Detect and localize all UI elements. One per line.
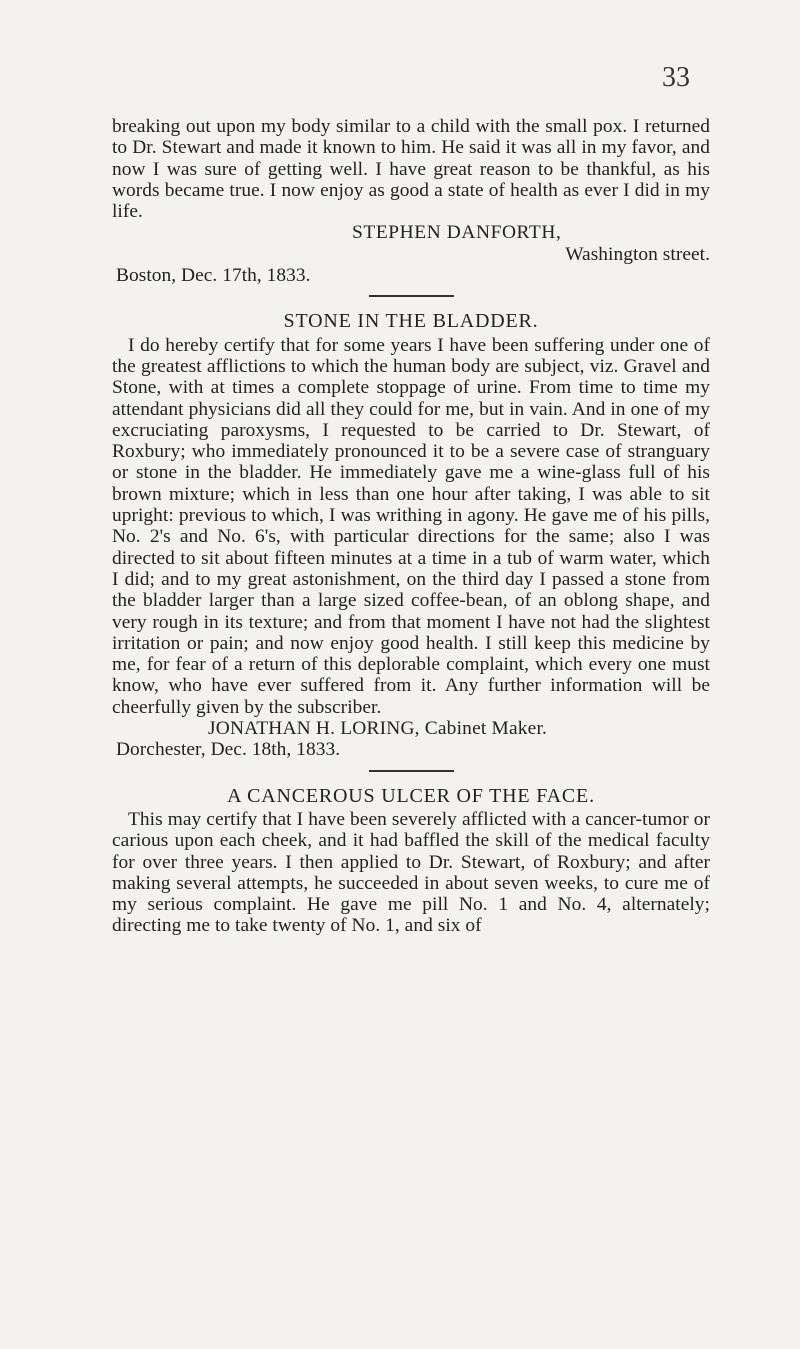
testimonial-danforth-signature: STEPHEN DANFORTH, (352, 222, 562, 244)
testimonial-cancer-text: This may certify that I have been severely afflicted with a cancer-tumor or carious upon each cheek, and it had baffled the skill of the medical faculty for over three years. I then applied to Dr. Stewart, of Roxbury; and after making several attempts, he succeeded in about seven weeks, to cure me of my serious complaint. He gave me pill No. 1 and No. 4, alternately; directing me to take twenty of No. 1, and six of (112, 808, 710, 937)
section-divider (369, 770, 454, 772)
page-body (112, 116, 710, 937)
section-divider (369, 295, 454, 297)
testimonial-loring-text: I do hereby certify that for some years I have been suffering under one of the greatest afflictions to which the human body are subject, viz. Gravel and Stone, with at times a complete stoppage of urine. From time to time my attendant physicians did all they could for me, but in vain. And in one of my excruciating paroxysms, I requested to be carried to Dr. Stewart, of Roxbury; who immediately pronounced it to be a severe case of stranguary or stone in the bladder. He immediately gave me a wine-glass full of his brown mixture; which in less than one hour after taking, I was able to sit upright: previous to which, I was writhing in agony. He gave me of his pills, No. 2's and No. 6's, with particular directions for the same; also I was directed to sit about fifteen minutes at a time in a tub of warm water, which I did; and to my great astonishment, on the third day I passed a stone from the bladder larger than a large sized coffee-bean, of an oblong shape, and very rough in its texture; and from that moment I have not had the slightest irritation or pain; and now enjoy good health. I still keep this medicine by me, for fear of a return of this deplorable complaint, which every one must know, who have ever suffered from it. Any further information will be cheerfully given by the subscriber. (112, 334, 710, 718)
testimonial-loring-signature: JONATHAN H. LORING, Cabinet Maker. (208, 718, 548, 740)
section-heading-cancerous-ulcer: A CANCEROUS ULCER OF THE FACE. (227, 784, 595, 807)
section-heading-stone: STONE IN THE BLADDER. (283, 310, 539, 333)
testimonial-loring-place-date: Dorchester, Dec. 18th, 1833. (116, 739, 341, 761)
testimonial-danforth-address: Washington street. (565, 243, 710, 265)
page-number: 33 (662, 62, 690, 93)
testimonial-danforth-place-date: Boston, Dec. 17th, 1833. (116, 265, 311, 287)
testimonial-danforth-text: breaking out upon my body similar to a child with the small pox. I returned to Dr. Stewart and made it known to him. He said it was all in my favor, and now I was sure of getting well. I have great reason to be thankful, as his words became true. I now enjoy as good a state of health as ever I did in my life. (112, 116, 710, 223)
